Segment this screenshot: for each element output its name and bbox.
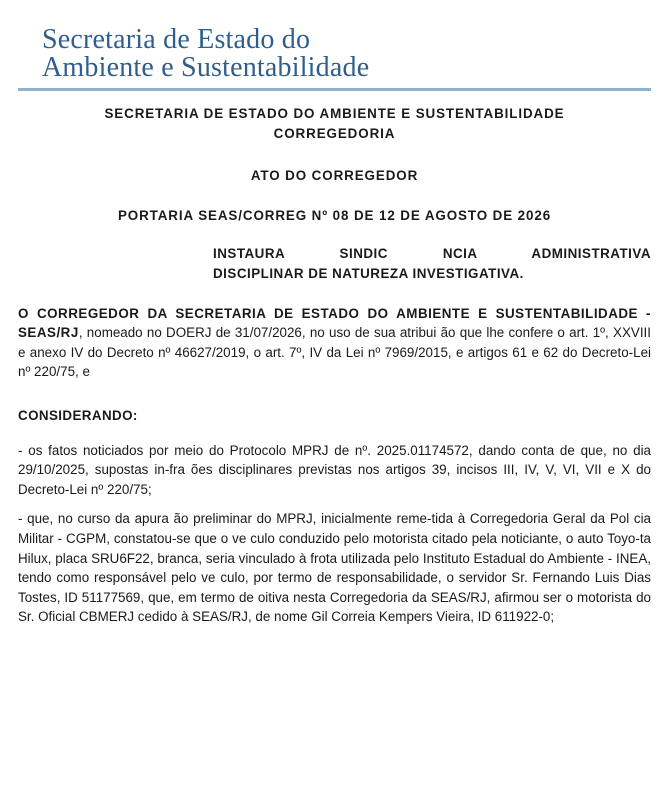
considering-label: CONSIDERANDO:: [18, 407, 138, 423]
header-divider: [18, 88, 651, 91]
ordinance-summary: [213, 244, 651, 283]
logo-line-1: Secretaria de Estado do: [42, 24, 311, 55]
agency-logo: [42, 26, 369, 82]
ordinance-title: PORTARIA SEAS/CORREG Nº 08 DE 12 DE AGOSTO DE 2026: [117, 207, 552, 223]
preamble-text: , nomeado no DOERJ de 31/07/2026, no uso de sua atribui ão que lhe confere o art. 1º, XXVIII e anexo IV do Decreto nº 46627/2019, o art. 7º, IV da Lei nº 7969/2015, e artigos 61 e 62 do Decreto-Lei nº 220/75, e: [18, 325, 651, 380]
summary-line-1: INSTAURA SINDIC NCIA ADMINISTRATIVA: [213, 246, 651, 262]
heading-line-1: SECRETARIA DE ESTADO DO AMBIENTE E SUSTENTABILIDADE: [104, 106, 565, 121]
considering-item-1: - os fatos noticiados por meio do Protocolo MPRJ de nº. 2025.01174572, dando conta de que, no dia 29/10/2025, supostas in-fra ões disciplinares previstas nos artigos 39, incisos III, IV, V, VI, VII e X do Decreto-Lei nº 220/75;: [18, 442, 651, 497]
summary-line-2: DISCIPLINAR DE NATUREZA INVESTIGATIVA.: [213, 265, 524, 281]
heading-line-2: CORREGEDORIA: [273, 125, 396, 141]
preamble-paragraph: [18, 304, 651, 382]
considering-item-2: - que, no curso da apura ão preliminar do MPRJ, inicialmente reme-tida à Corregedoria Geral da Pol cia Militar - CGPM, constatou-se que o ve culo conduzido pelo motorista citado pela noticiante, o auto Toyo-ta Hilux, placa SRU6F22, branca, seria vinculado à frota utilizada pelo Instituto Estadual do Ambiente - INEA, tendo como responsável pelo ve culo, por termo de responsabilidade, o servidor Sr. Fernando Luis Dias Tostes, ID 51177569, que, em termo de oitiva nesta Corregedoria da SEAS/RJ, afirmou ser o motorista do Sr. Oficial CBMERJ cedido à SEAS/RJ, de nome Gil Correia Kempers Vieira, ID 611922-0;: [18, 511, 651, 625]
document-heading: [18, 104, 651, 143]
logo-line-2: Ambiente e Sustentabilidade: [42, 52, 370, 83]
document-body: [18, 104, 651, 627]
act-title: ATO DO CORREGEDOR: [250, 168, 419, 184]
preamble-authority: O CORREGEDOR DA SECRETARIA DE ESTADO DO AMBIENTE E SUSTENTABILIDADE - SEAS/RJ: [18, 305, 651, 341]
